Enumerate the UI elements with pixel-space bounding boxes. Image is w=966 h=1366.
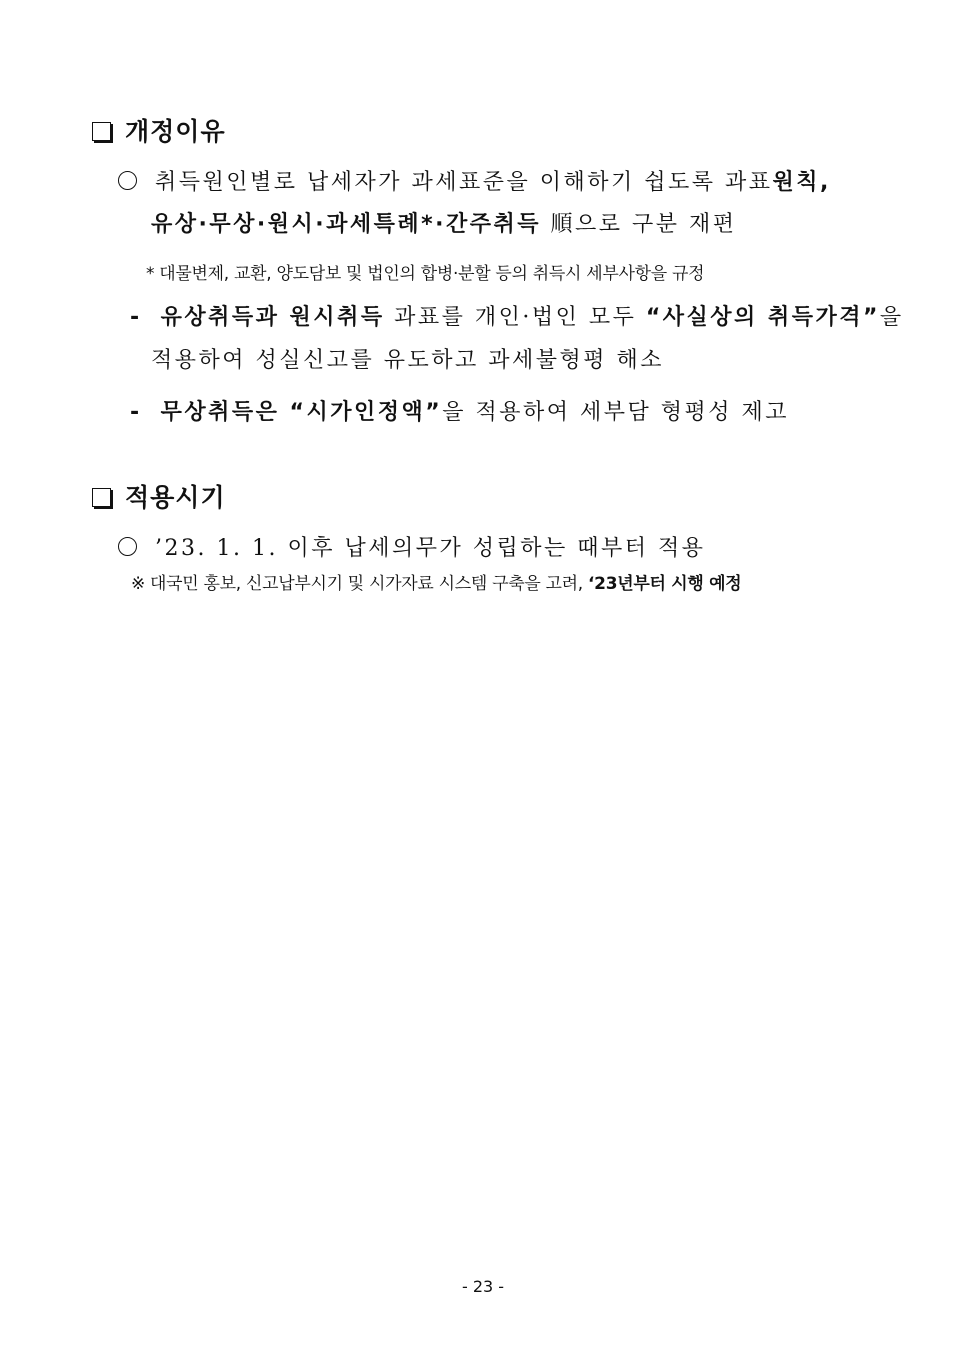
- circle-bullet-icon: [118, 537, 137, 556]
- page-number-text: - 23 -: [461, 1277, 505, 1296]
- dash-item-line2: [151, 343, 664, 374]
- reference-note: [131, 569, 741, 594]
- checkbox-square-icon: [92, 488, 111, 507]
- dash-item: [130, 395, 789, 426]
- dash-bold-text: 유상취득과 원시취득: [160, 305, 385, 330]
- dash-marker: -: [130, 305, 142, 330]
- footnote: [146, 259, 704, 284]
- page-number: [0, 1277, 966, 1296]
- bullet-text: 順으로 구분 재편: [540, 212, 737, 237]
- dash-text: 을 적용하여 세부담 형평성 제고: [442, 400, 789, 425]
- dash-item-line1: [130, 300, 904, 331]
- dash-marker: -: [130, 400, 142, 425]
- dash-bold-text: 무상취득은 “시가인정액”: [160, 400, 443, 425]
- bullet-paragraph: [118, 531, 705, 562]
- bullet-text: 취득원인별로 납세자가 과세표준을 이해하기 쉽도록 과표: [155, 170, 773, 195]
- footnote-text: * 대물변제, 교환, 양도담보 및 법인의 합병·분할 등의 취득시 세부사항을 규정: [146, 264, 705, 284]
- section-heading-reason: [92, 112, 226, 148]
- bullet-paragraph-line2: [151, 207, 736, 238]
- dash-text: 과표를 개인·법인 모두: [384, 305, 646, 330]
- checkbox-square-icon: [92, 122, 111, 141]
- note-bold-text: ‘23년부터 시행 예정: [588, 574, 742, 594]
- section-heading-effective-date: [92, 478, 226, 514]
- section-title: 적용시기: [125, 483, 226, 512]
- bullet-paragraph-line1: [118, 165, 831, 196]
- dash-bold-text: “사실상의 취득가격”: [645, 305, 880, 330]
- note-text: ※ 대국민 홍보, 신고납부시기 및 시가자료 시스템 구축을 고려,: [131, 574, 589, 594]
- dash-text: 을: [879, 305, 904, 330]
- section-title: 개정이유: [125, 117, 226, 146]
- bullet-bold-text: 원칙,: [772, 170, 831, 195]
- dash-text: 적용하여 성실신고를 유도하고 과세불형평 해소: [151, 348, 665, 373]
- circle-bullet-icon: [118, 171, 137, 190]
- bullet-bold-text: 유상·무상·원시·과세특례*·간주취득: [151, 212, 541, 237]
- bullet-text: ’23. 1. 1. 이후 납세의무가 성립하는 때부터 적용: [155, 536, 706, 561]
